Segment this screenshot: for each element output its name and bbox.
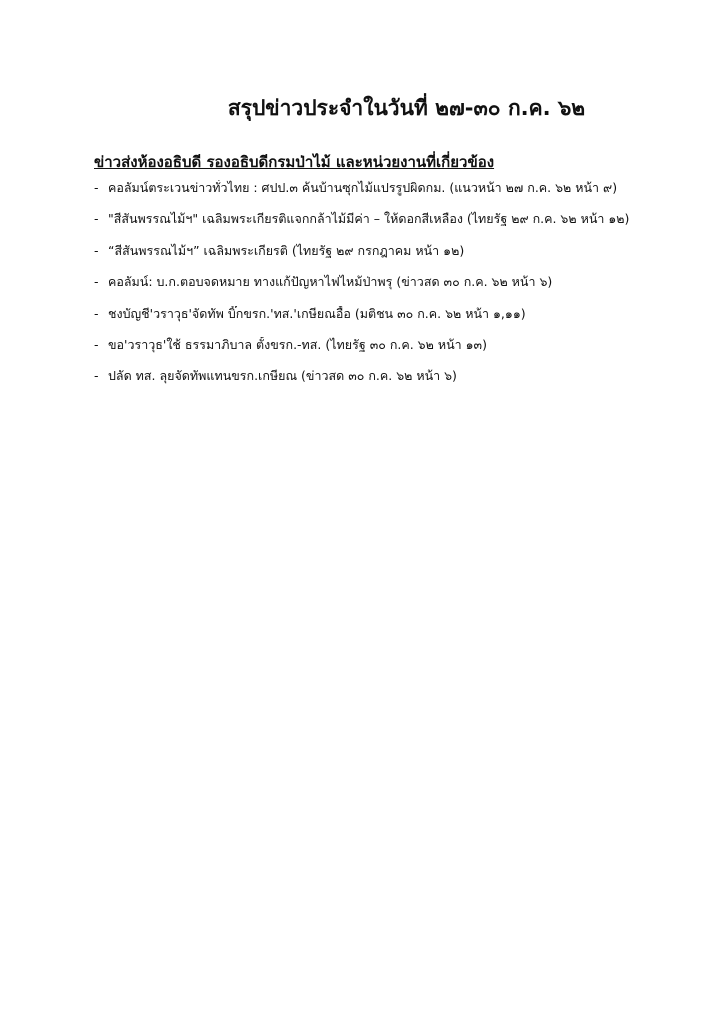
list-item-text: คอลัมน์: บ.ก.ตอบจดหมาย ทางแก้ปัญหาไฟไหม้ป่าพรุ (ข่าวสด ๓๐ ก.ค. ๖๒ หน้า ๖) bbox=[108, 274, 553, 290]
list-item-text: คอลัมน์ตระเวนข่าวทั่วไทย : ศปป.๓ ค้นบ้านซุกไม้แปรรูปผิดกม. (แนวหน้า ๒๗ ก.ค. ๖๒ หน้า ๙) bbox=[108, 180, 618, 195]
list-item bbox=[94, 180, 694, 211]
list-item-text: ชงบัญชี'วราวุธ'จัดทัพ บิ๊กขรก.'ทส.'เกษียณอื้อ (มติชน ๓๐ ก.ค. ๖๒ หน้า ๑,๑๑) bbox=[108, 305, 526, 321]
list-item bbox=[94, 306, 694, 337]
list-item-text: "สีสันพรรณไม้ฯ" เฉลิมพระเกียรติแจกกล้าไม้มีค่า – ให้ดอกสีเหลือง (ไทยรัฐ ๒๙ ก.ค. ๖๒ หน้า ๑๒) bbox=[108, 211, 630, 227]
bullet-dash: - bbox=[94, 274, 99, 290]
bullet-dash: - bbox=[94, 305, 99, 321]
list-item bbox=[94, 337, 694, 368]
list-item bbox=[94, 243, 694, 274]
list-item bbox=[94, 274, 694, 305]
list-item bbox=[94, 368, 694, 399]
list-item-text: ปลัด ทส. ลุยจัดทัพแทนขรก.เกษียณ (ข่าวสด ๓๐ ก.ค. ๖๒ หน้า ๖) bbox=[108, 368, 457, 384]
list-item bbox=[94, 211, 694, 242]
page-title: สรุปข่าวประจำในวันที่ ๒๗-๓๐ ก.ค. ๖๒ bbox=[227, 96, 586, 120]
list-item-text: ขอ'วราวุธ'ใช้ ธรรมาภิบาล ตั้งขรก.-ทส. (ไทยรัฐ ๓๐ ก.ค. ๖๒ หน้า ๑๓) bbox=[108, 336, 487, 352]
bullet-dash: - bbox=[94, 368, 99, 384]
news-list bbox=[94, 180, 694, 400]
list-item-text: “สีสันพรรณไม้ฯ” เฉลิมพระเกียรติ (ไทยรัฐ ๒๙ กรกฎาคม หน้า ๑๒) bbox=[108, 242, 465, 258]
bullet-dash: - bbox=[94, 180, 99, 195]
bullet-dash: - bbox=[94, 242, 99, 258]
section-heading: ข่าวส่งห้องอธิบดี รองอธิบดีกรมป่าไม้ และหน่วยงานที่เกี่ยวข้อง bbox=[94, 153, 495, 171]
bullet-dash: - bbox=[94, 336, 99, 352]
bullet-dash: - bbox=[94, 211, 99, 227]
